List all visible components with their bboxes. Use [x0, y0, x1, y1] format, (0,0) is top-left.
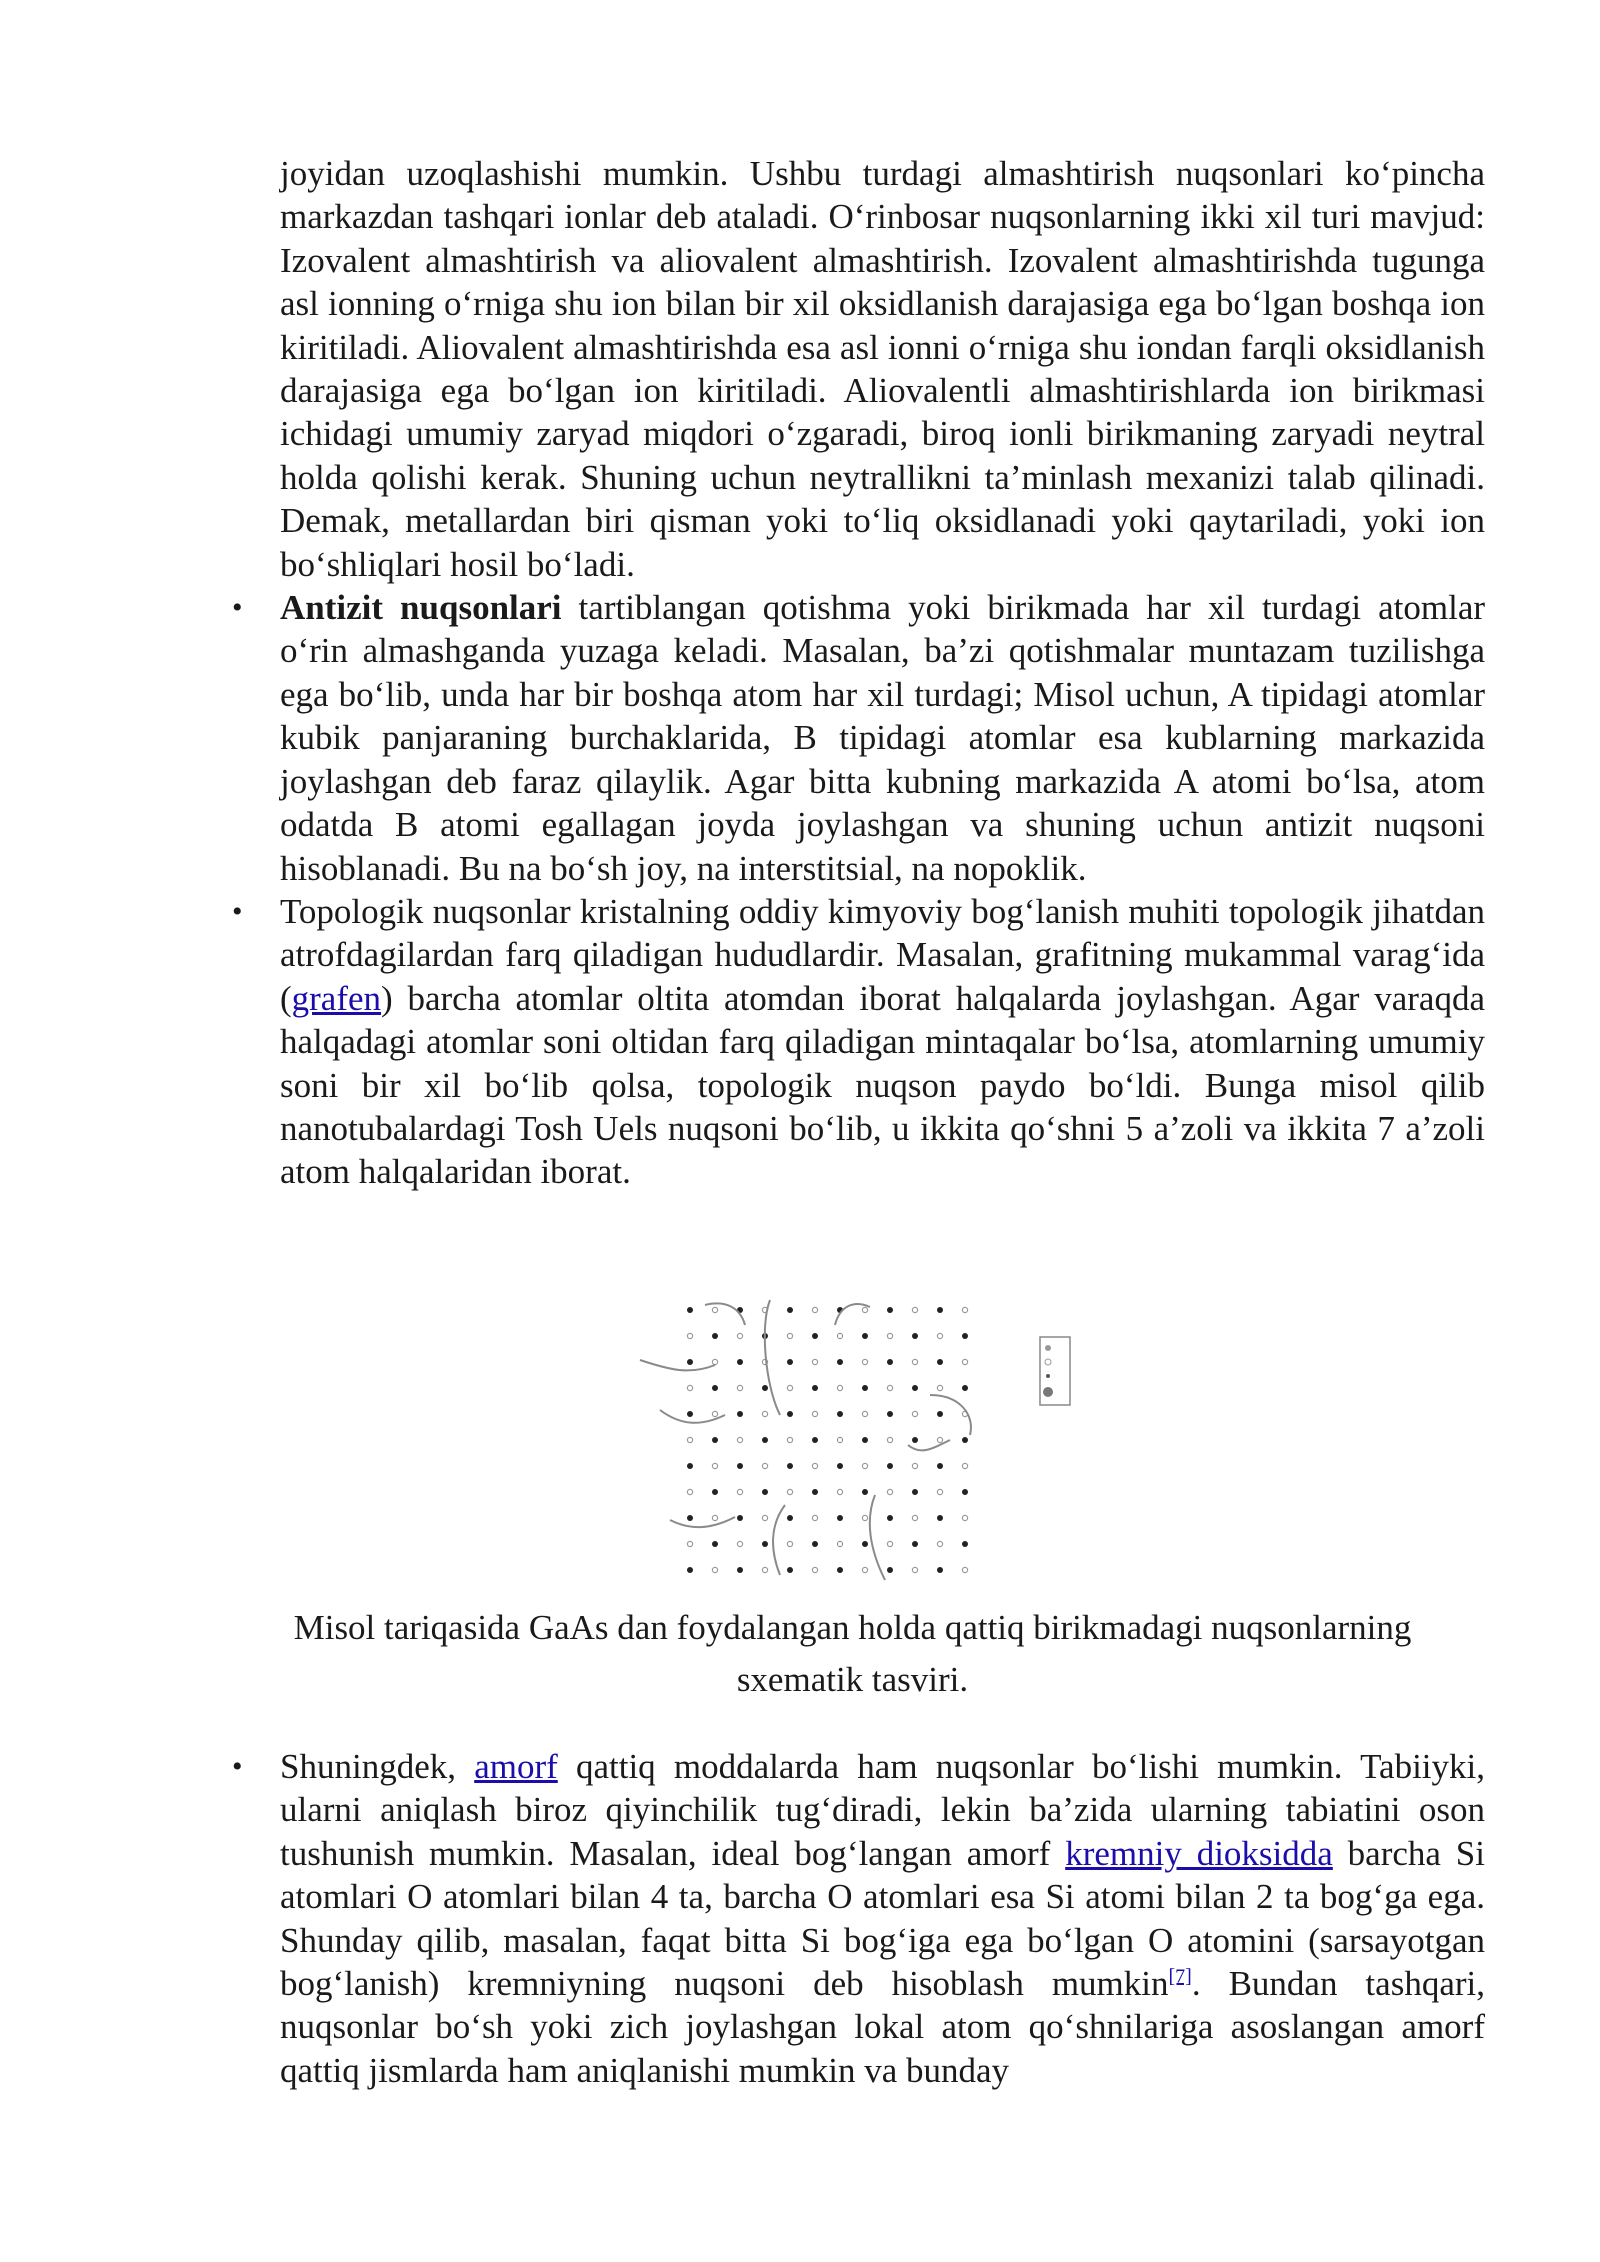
atom-dot	[887, 1359, 893, 1365]
atom-dot	[687, 1541, 692, 1546]
atom-dot	[812, 1463, 817, 1468]
atom-dot	[787, 1333, 792, 1338]
atom-dot	[937, 1437, 942, 1442]
atom-lattice	[687, 1307, 968, 1573]
atom-dot	[687, 1567, 693, 1573]
atom-dot	[962, 1385, 968, 1391]
atom-dot	[912, 1567, 917, 1572]
atom-dot	[787, 1359, 793, 1365]
list-item-topological	[232, 890, 1485, 1194]
atom-dot	[887, 1541, 892, 1546]
atom-dot	[887, 1307, 893, 1313]
link-kremniy-dioksidda[interactable]: kremniy dioksidda	[1065, 1833, 1333, 1873]
atom-dot	[937, 1463, 943, 1469]
atom-dot	[962, 1489, 968, 1495]
atom-dot	[837, 1385, 842, 1390]
atom-dot	[837, 1567, 843, 1573]
atom-dot	[837, 1541, 842, 1546]
atom-dot	[787, 1489, 792, 1494]
atom-dot	[962, 1541, 968, 1547]
atom-dot	[937, 1385, 942, 1390]
link-amorf[interactable]: amorf	[474, 1747, 558, 1786]
arrow-left-top	[640, 1360, 715, 1370]
atom-dot	[962, 1567, 967, 1572]
atom-dot	[912, 1541, 918, 1547]
atom-dot	[862, 1411, 867, 1416]
atom-dot	[912, 1437, 918, 1443]
atom-dot	[887, 1385, 892, 1390]
atom-dot	[912, 1489, 918, 1495]
atom-dot	[787, 1515, 793, 1521]
atom-dot	[687, 1333, 692, 1338]
atom-dot	[937, 1307, 943, 1313]
atom-dot	[787, 1307, 793, 1313]
atom-dot	[887, 1567, 893, 1573]
legend-box	[1040, 1337, 1070, 1405]
atom-dot	[737, 1489, 742, 1494]
bullet-icon: •	[232, 591, 243, 625]
atom-dot	[812, 1515, 817, 1520]
atom-dot	[812, 1359, 817, 1364]
atom-dot	[837, 1411, 843, 1417]
atom-dot	[862, 1541, 868, 1547]
atom-dot	[887, 1333, 892, 1338]
list-item-amorphous	[232, 1745, 1486, 2092]
atom-dot	[937, 1333, 942, 1338]
atom-dot	[837, 1359, 843, 1365]
atom-dot	[937, 1515, 943, 1521]
atom-dot	[862, 1463, 867, 1468]
atom-dot	[937, 1541, 942, 1546]
atom-dot	[712, 1307, 717, 1312]
atom-dot	[812, 1307, 817, 1312]
link-grafen[interactable]: grafen	[291, 978, 382, 1018]
antisite-term: Antizit nuqsonlari	[280, 588, 562, 628]
atom-dot	[687, 1489, 692, 1494]
atom-dot	[912, 1359, 917, 1364]
atom-dot	[937, 1359, 943, 1365]
atom-dot	[937, 1567, 943, 1573]
atom-dot	[862, 1333, 868, 1339]
atom-dot	[712, 1411, 717, 1416]
atom-dot	[762, 1567, 767, 1572]
amorphous-text-2: qattiq moddalarda ham nuqsonlar boʻlishi mumkin. Tabiiyki, ularni aniqlash biroz qiyinchilik tugʻdiradi, lekin ba’zida ularning tabiatini oson tushunish mumkin. Masalan, ideal bogʻlangan amorf	[280, 1747, 1485, 1873]
atom-dot	[862, 1489, 868, 1495]
atom-dot	[812, 1333, 818, 1339]
atom-dot	[787, 1541, 792, 1546]
atom-dot	[737, 1437, 742, 1442]
atom-dot	[837, 1463, 843, 1469]
bullet-icon: •	[232, 894, 243, 928]
atom-dot	[687, 1463, 693, 1469]
intro-paragraph: joyidan uzoqlashishi mumkin. Ushbu turdagi almashtirish nuqsonlari koʻpincha markazdan tashqari ionlar deb ataladi. Oʻrinbosar nuqsonlarning ikki xil turi mavjud: Izovalent almashtirish va aliovalent almashtirish. Izovalent almashtirishda tugunga asl ionning oʻrniga shu ion bilan bir xil oksidlanish darajasiga ega boʻlgan boshqa ion kiritiladi. Aliovalent almashtirishda esa asl ionni oʻrniga shu iondan farqli oksidlanish darajasiga ega boʻlgan ion kiritiladi. Aliovalentli almashtirishlarda ion birikmasi ichidagi umumiy zaryad miqdori oʻzgaradi, biroq ionli birikmaning zaryadi neytral holda qolishi kerak. Shuning uchun neytrallikni ta’minlash mexanizi talab qilinadi. Demak, metallardan biri qisman yoki toʻliq oksidlanadi yoki qaytariladi, yoki ion boʻshliqlari hosil boʻladi.	[280, 154, 1485, 584]
atom-dot	[712, 1385, 718, 1391]
atom-dot	[812, 1489, 818, 1495]
atom-dot	[787, 1567, 793, 1573]
atom-dot	[687, 1385, 692, 1390]
atom-dot	[762, 1385, 768, 1391]
arrow-top-center	[765, 1300, 780, 1415]
atom-dot	[862, 1307, 867, 1312]
arrow-top-mid	[705, 1303, 745, 1325]
atom-dot	[887, 1437, 892, 1442]
atom-dot	[812, 1411, 817, 1416]
atom-dot	[837, 1489, 842, 1494]
list-item-antisite	[232, 586, 1486, 890]
atom-dot	[862, 1567, 867, 1572]
atom-dot	[737, 1359, 743, 1365]
atom-dot	[762, 1411, 767, 1416]
atom-dot	[912, 1515, 917, 1520]
arrow-left-low	[670, 1517, 735, 1527]
atom-dot	[712, 1333, 718, 1339]
atom-dot	[887, 1463, 893, 1469]
atom-dot	[837, 1437, 842, 1442]
atom-dot	[762, 1489, 768, 1495]
atom-dot	[962, 1333, 968, 1339]
atom-dot	[837, 1515, 843, 1521]
atom-dot	[837, 1333, 842, 1338]
topological-text-before: Topologik nuqsonlar kristalning oddiy kimyoviy bogʻlanish muhiti topologik jihatdan atrofdagilardan farq qiladigan hududlardir. Masalan, grafitning mukammal varagʻida (	[280, 891, 1485, 1018]
atom-dot	[887, 1489, 892, 1494]
atom-dot	[712, 1541, 718, 1547]
atom-dot	[737, 1515, 743, 1521]
atom-dot	[712, 1489, 718, 1495]
bullet-icon: •	[232, 1750, 243, 1783]
atom-dot	[912, 1463, 917, 1468]
text-column-lower	[232, 1745, 1486, 2092]
atom-dot	[687, 1359, 693, 1365]
atom-dot	[912, 1307, 917, 1312]
amorphous-text-1: Shuningdek,	[280, 1747, 475, 1786]
atom-dot	[812, 1541, 818, 1547]
atom-dot	[737, 1411, 743, 1417]
atom-dot	[687, 1515, 693, 1521]
arrow-bottom-left	[773, 1505, 785, 1575]
atom-dot	[912, 1385, 918, 1391]
atom-dot	[962, 1359, 967, 1364]
atom-dot	[962, 1307, 967, 1312]
atom-dot	[812, 1385, 818, 1391]
antisite-text: tartiblangan qotishma yoki birikmada har xil turdagi atomlar oʻrin almashganda yuzaga keladi. Masalan, ba’zi qotishmalar muntazam tuzilishga ega boʻlib, unda har bir boshqa atom har xil turdagi; Misol uchun, A tipidagi atomlar kubik panjaraning burchaklarida, B tipidagi atomlar esa kublarning markazida joylashgan deb faraz qilaylik. Agar bitta kubning markazida A atomi boʻlsa, atom odatda B atomi egallagan joyda joylashgan va shuning uchun antizit nuqsoni hisoblanadi. Bu na boʻsh joy, na interstitsial, na nopoklik.	[280, 588, 1486, 888]
text-column	[232, 152, 1486, 1194]
amorphous-text-4: . Bundan tashqari, nuqsonlar boʻsh yoki zich joylashgan lokal atom qoʻshnilariga asoslangan amorf qattiq jismlarda ham aniqlanishi mumkin va bunday	[280, 1964, 1485, 2090]
atom-dot	[787, 1411, 793, 1417]
atom-dot	[962, 1437, 968, 1443]
atom-dot	[912, 1333, 918, 1339]
atom-dot	[687, 1307, 693, 1313]
atom-dot	[887, 1515, 893, 1521]
atom-dot	[737, 1333, 742, 1338]
atom-dot	[812, 1437, 818, 1443]
figure-caption: Misol tariqasida GaAs dan foydalangan holda qattiq birikmadagi nuqsonlarning sxematik tasviri.	[293, 1608, 1412, 1699]
atom-dot	[687, 1411, 693, 1417]
atom-dot	[887, 1411, 893, 1417]
atom-dot	[762, 1541, 768, 1547]
atom-dot	[737, 1541, 742, 1546]
atom-dot	[762, 1463, 767, 1468]
atom-dot	[862, 1385, 868, 1391]
atom-dot	[937, 1489, 942, 1494]
topological-text-after: ) barcha atomlar oltita atomdan iborat halqalarda joylashgan. Agar varaqda halqadagi atomlar soni oltidan farq qiladigan mintaqalar boʻlsa, atomlarning umumiy soni bir xil boʻlib qolsa, topologik nuqson paydo boʻldi. Bunga misol qilib nanotubalardagi Tosh Uels nuqsoni boʻlib, u ikkita qoʻshni 5 a’zoli va ikkita 7 a’zoli atom halqalaridan iborat.	[280, 978, 1485, 1192]
reference-link[interactable]: [7]	[1168, 1965, 1192, 1988]
atom-dot	[912, 1411, 917, 1416]
atom-dot	[762, 1515, 767, 1520]
arrow-bottom-right	[870, 1495, 885, 1580]
atom-dot	[712, 1359, 717, 1364]
atom-dot	[737, 1463, 743, 1469]
atom-dot	[712, 1515, 717, 1520]
atom-dot	[737, 1385, 742, 1390]
atom-dot	[937, 1411, 943, 1417]
atom-dot	[962, 1463, 967, 1468]
atom-dot	[787, 1463, 793, 1469]
atom-dot	[712, 1567, 717, 1572]
atom-dot	[862, 1515, 867, 1520]
atom-dot	[762, 1437, 768, 1443]
gaas-defects-figure	[630, 1295, 1090, 1585]
atom-dot	[862, 1437, 868, 1443]
atom-dot	[687, 1437, 692, 1442]
atom-dot	[737, 1567, 743, 1573]
atom-dot	[712, 1463, 717, 1468]
atom-dot	[962, 1515, 967, 1520]
atom-dot	[787, 1385, 792, 1390]
amorphous-text-3: barcha Si atomlari O atomlari bilan 4 ta, barcha O atomlari esa Si atomi bilan 2 ta bogʻga ega. Shunday qilib, masalan, faqat bitta Si bogʻiga ega boʻlgan O atomini (sarsayotgan bogʻlanish) kremniyning nuqsoni deb hisoblash mumkin	[280, 1833, 1486, 2004]
atom-dot	[787, 1437, 792, 1442]
atom-dot	[812, 1567, 817, 1572]
atom-dot	[862, 1359, 867, 1364]
atom-dot	[712, 1437, 718, 1443]
